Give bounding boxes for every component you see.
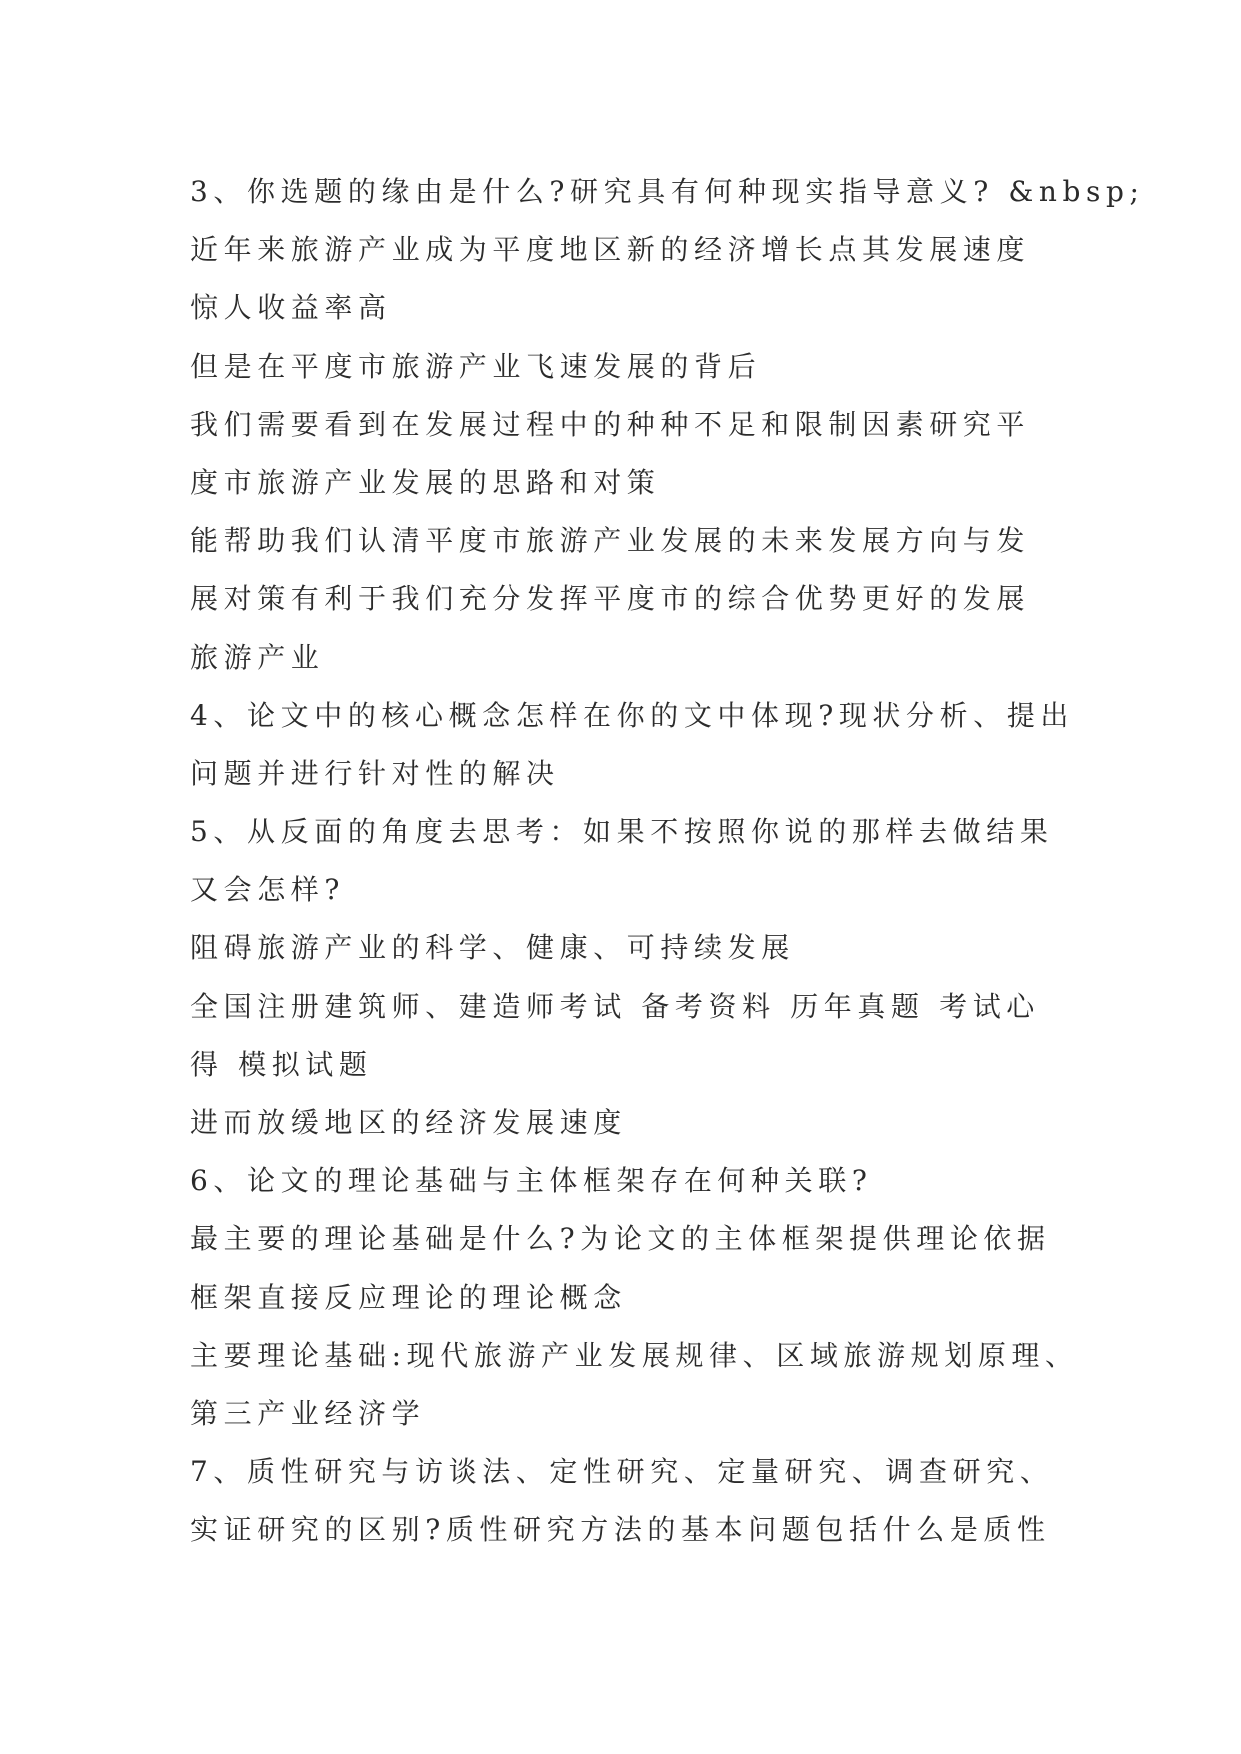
text-line: 框架直接反应理论的理论概念 xyxy=(190,1280,627,1314)
text-line: 惊人收益率高 xyxy=(190,291,392,325)
text-line: 4、论文中的核心概念怎样在你的文中体现?现状分析、提出 xyxy=(190,698,1075,732)
document-body xyxy=(190,163,1145,1560)
text-line: 7、质性研究与访谈法、定性研究、定量研究、调查研究、 xyxy=(190,1455,1054,1489)
text-line: 近年来旅游产业成为平度地区新的经济增长点其发展速度 xyxy=(190,233,1031,267)
text-line: 得 模拟试题 xyxy=(190,1047,373,1081)
text-line: 又会怎样? xyxy=(190,873,346,907)
text-line: 第三产业经济学 xyxy=(190,1396,426,1430)
text-line: 最主要的理论基础是什么?为论文的主体框架提供理论依据 xyxy=(190,1222,1051,1256)
text-line: 实证研究的区别?质性研究方法的基本问题包括什么是质性 xyxy=(190,1513,1051,1547)
text-line: 但是在平度市旅游产业飞速发展的背后 xyxy=(190,349,762,383)
text-line: 旅游产业 xyxy=(190,640,325,674)
text-line: 阻碍旅游产业的科学、健康、可持续发展 xyxy=(190,931,795,965)
text-line: 5、从反面的角度去思考：如果不按照你说的那样去做结果 xyxy=(190,815,1054,849)
text-line: 展对策有利于我们充分发挥平度市的综合优势更好的发展 xyxy=(190,582,1031,616)
text-line: 6、论文的理论基础与主体框架存在何种关联? xyxy=(190,1164,873,1198)
text-line: 度市旅游产业发展的思路和对策 xyxy=(190,465,661,499)
text-line: 能帮助我们认清平度市旅游产业发展的未来发展方向与发 xyxy=(190,524,1031,558)
text-line: 全国注册建筑师、建造师考试 备考资料 历年真题 考试心 xyxy=(190,989,1040,1023)
text-line: 我们需要看到在发展过程中的种种不足和限制因素研究平 xyxy=(190,407,1031,441)
text-line: 主要理论基础:现代旅游产业发展规律、区域旅游规划原理、 xyxy=(190,1338,1079,1372)
text-line: 问题并进行针对性的解决 xyxy=(190,756,560,790)
text-line: 进而放缓地区的经济发展速度 xyxy=(190,1106,627,1139)
text-line: 3、你选题的缘由是什么?研究具有何种现实指导意义? &nbsp; xyxy=(190,175,1145,208)
